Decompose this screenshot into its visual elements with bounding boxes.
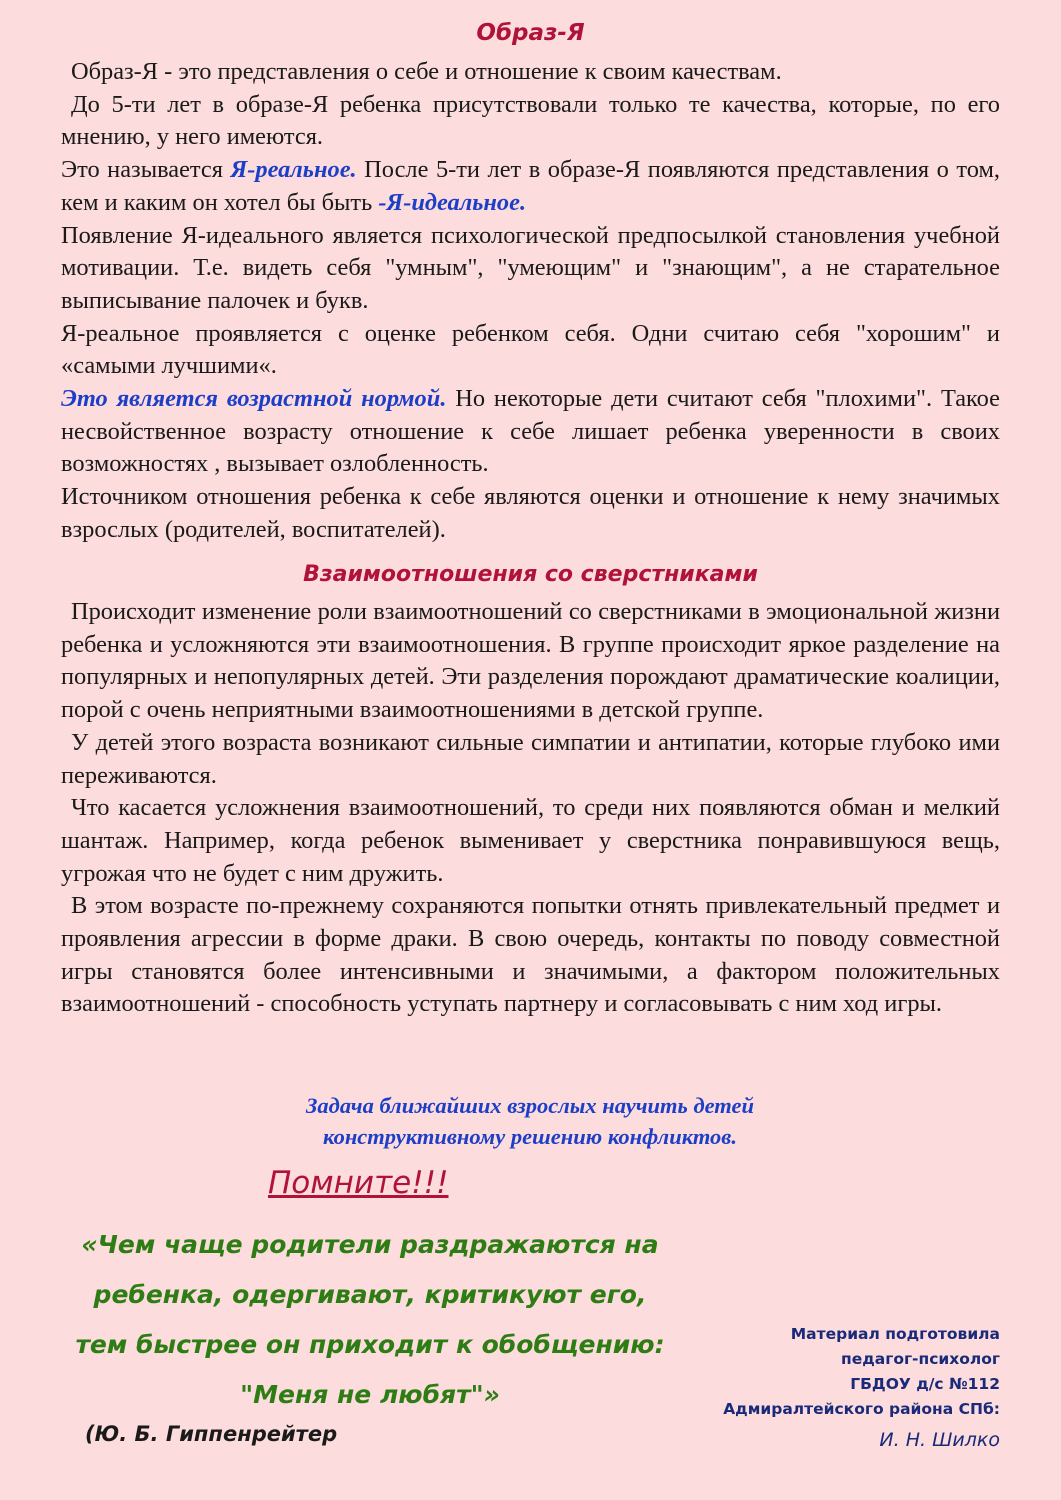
paragraph: Образ-Я - это представления о себе и отношение к своим качествам. (71, 58, 782, 85)
credit-line: педагог-психолог (841, 1350, 1000, 1368)
paragraph (61, 154, 1000, 219)
quote-line: ребенка, одергивают, критикуют его, (93, 1280, 647, 1309)
highlight-age-norm: Это является возрастной нормой. (61, 385, 447, 413)
quote-line: "Меня не любят"» (240, 1380, 500, 1409)
quote-line: тем быстрее он приходит к обобщению: (75, 1330, 665, 1359)
quote-author: (Ю. Б. Гиппенрейтер (85, 1422, 338, 1446)
quote (50, 1220, 690, 1420)
credit-line: Материал подготовила (790, 1325, 1000, 1343)
paragraph (61, 383, 1000, 481)
text: После 5-ти лет в образе-Я появляются представления о том, кем и каким он хотел бы быть (61, 156, 1000, 216)
credit-line: ГБДОУ д/с №112 (850, 1375, 1000, 1393)
paragraph: Я-реальное проявляется с оценке ребенком себя. Одни считаю себя "хорошим" и «самыми лучшими«. (61, 319, 1000, 380)
text: Но некоторые дети считают себя "плохими". Такое несвойственное возрасту отношение к себе лишает ребенка уверенности в своих возможностях , вызывает озлобленность. (61, 385, 1000, 478)
section-title-peers: Взаимоотношения со сверстниками (303, 562, 758, 587)
quote-line: «Чем чаще родители раздражаются на (81, 1230, 659, 1259)
task-statement (170, 1090, 890, 1152)
section-self-image-body (61, 56, 1000, 547)
section-peers-body (61, 596, 1000, 1021)
remember-heading: Помните!!! (268, 1165, 449, 1201)
highlight-real-self: Я-реальное. (230, 156, 357, 184)
paragraph: До 5-ти лет в образе-Я ребенка присутствовали только те качества, которые, по его мнению, у него имеются. (61, 90, 1000, 151)
task-line: конструктивному решению конфликтов. (323, 1124, 737, 1149)
paragraph: Источником отношения ребенка к себе являются оценки и отношение к нему значимых взрослых (родителей, воспитателей). (61, 483, 1000, 543)
highlight-ideal-self: -Я-идеальное. (378, 188, 527, 216)
section-title-self-image: Образ-Я (476, 20, 585, 46)
paragraph: Происходит изменение роли взаимоотношений со сверстниками в эмоциональной жизни ребенка и усложняются эти взаимоотношения. В группе происходит яркое разделение на популярных и непопулярных детей. Эти разделения порождают драматические коалиции, порой с очень неприятными взаимоотношениями в детской группе. (61, 598, 1000, 724)
paragraph: Появление Я-идеального является психологической предпосылкой становления учебной мотивации. Т.е. видеть себя "умным", "умеющим" и "знающим", а не старательное выписывание палочек и букв. (61, 221, 1000, 314)
text: Это называется (61, 156, 231, 184)
credit-name: И. Н. Шилко (879, 1429, 1000, 1451)
paragraph: Что касается усложнения взаимоотношений, то среди них появляются обман и мелкий шантаж. Например, когда ребенок выменивает у сверстника понравившуюся вещь, угрожая что не будет с ним дружить. (61, 794, 1000, 887)
paragraph: В этом возрасте по-прежнему сохраняются попытки отнять привлекательный предмет и проявления агрессии в форме драки. В свою очередь, контакты по поводу совместной игры становятся более интенсивными и значимыми, а фактором положительных взаимоотношений - способность уступать партнеру и согласовывать с ним ход игры. (61, 892, 1000, 1018)
task-line: Задача ближайших взрослых научить детей (305, 1093, 755, 1118)
credit-block (680, 1322, 1000, 1453)
paragraph: У детей этого возраста возникают сильные симпатии и антипатии, которые глубоко ими переживаются. (61, 728, 1000, 789)
credit-line: Адмиралтейского района СПб: (723, 1400, 1000, 1418)
